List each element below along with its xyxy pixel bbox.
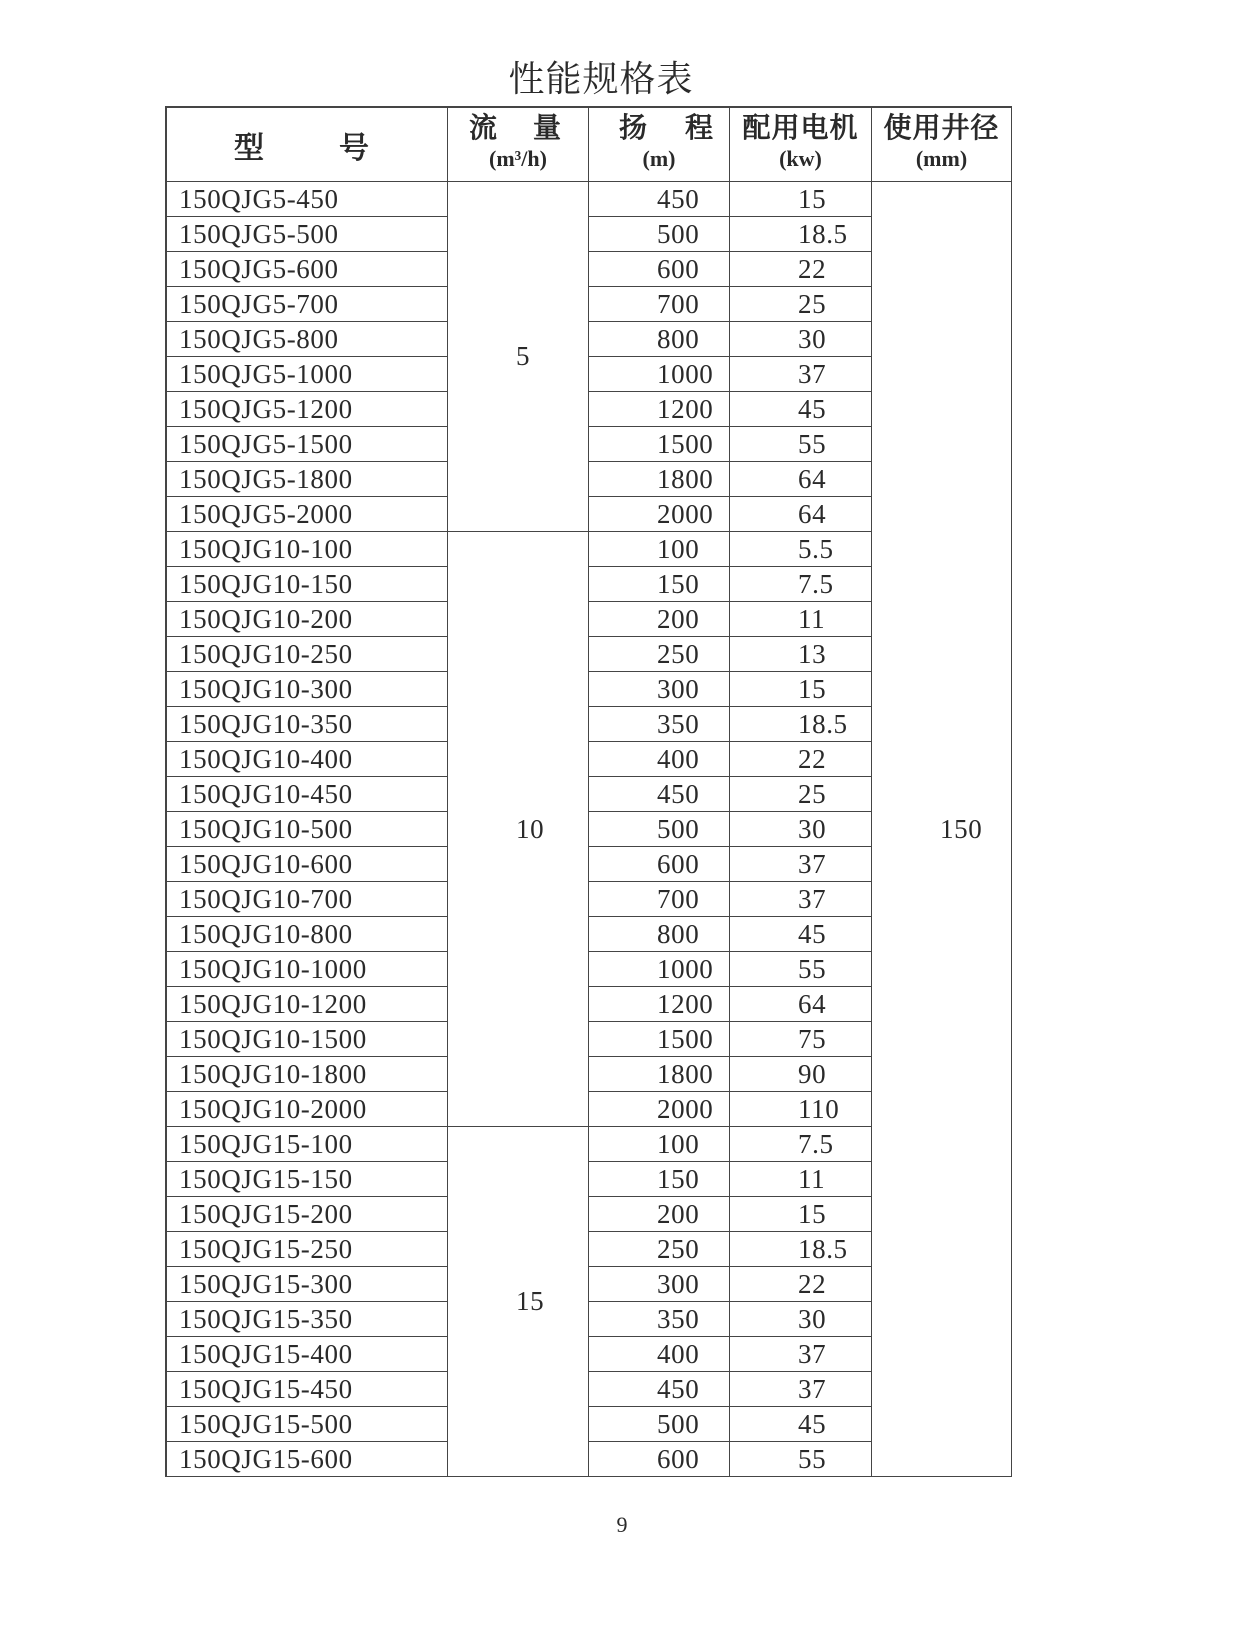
power-cell: 11 — [730, 602, 872, 637]
power-cell: 15 — [730, 672, 872, 707]
model-cell: 150QJG5-1500 — [167, 427, 448, 462]
model-cell: 150QJG10-800 — [167, 917, 448, 952]
model-cell: 150QJG10-2000 — [167, 1092, 448, 1127]
head-cell: 150 — [589, 567, 730, 602]
power-cell: 37 — [730, 1372, 872, 1407]
power-cell: 7.5 — [730, 1127, 872, 1162]
header-well-unit: (mm) — [915, 146, 968, 171]
head-cell: 1500 — [589, 1022, 730, 1057]
model-cell: 150QJG10-450 — [167, 777, 448, 812]
power-cell: 30 — [730, 812, 872, 847]
power-cell: 37 — [730, 1337, 872, 1372]
spec-table — [165, 106, 1012, 1477]
head-cell: 200 — [589, 1197, 730, 1232]
power-cell: 37 — [730, 847, 872, 882]
power-cell: 37 — [730, 882, 872, 917]
power-cell: 55 — [730, 952, 872, 987]
head-cell: 600 — [589, 1442, 730, 1477]
header-well-label: 使用井径 — [883, 111, 1000, 144]
header-flow-char: 量 — [532, 111, 561, 144]
power-cell: 64 — [730, 987, 872, 1022]
power-cell: 64 — [730, 462, 872, 497]
model-cell: 150QJG15-200 — [167, 1197, 448, 1232]
head-cell: 150 — [589, 1162, 730, 1197]
head-cell: 1800 — [589, 462, 730, 497]
head-cell: 700 — [589, 882, 730, 917]
head-cell: 2000 — [589, 1092, 730, 1127]
model-cell: 150QJG10-300 — [167, 672, 448, 707]
power-cell: 45 — [730, 1407, 872, 1442]
model-cell: 150QJG10-1800 — [167, 1057, 448, 1092]
page-title: 性能规格表 — [508, 59, 694, 100]
model-cell: 150QJG15-100 — [167, 1127, 448, 1162]
power-cell: 15 — [730, 182, 872, 217]
power-cell: 110 — [730, 1092, 872, 1127]
power-cell: 18.5 — [730, 217, 872, 252]
model-cell: 150QJG10-200 — [167, 602, 448, 637]
model-cell: 150QJG15-300 — [167, 1267, 448, 1302]
head-cell: 350 — [589, 707, 730, 742]
well-diameter-cell: 150 — [872, 182, 1012, 1477]
head-cell: 450 — [589, 777, 730, 812]
header-model-char: 型 — [234, 130, 264, 166]
header-well — [872, 108, 1012, 182]
power-cell: 55 — [730, 1442, 872, 1477]
head-cell: 1800 — [589, 1057, 730, 1092]
model-cell: 150QJG5-800 — [167, 322, 448, 357]
head-cell: 500 — [589, 1407, 730, 1442]
header-flow-char: 流 — [469, 111, 498, 144]
head-cell: 1000 — [589, 357, 730, 392]
header-model-char: 号 — [339, 130, 369, 166]
head-cell: 600 — [589, 847, 730, 882]
head-cell: 800 — [589, 322, 730, 357]
model-cell: 150QJG10-350 — [167, 707, 448, 742]
header-head-char: 程 — [684, 111, 713, 144]
head-cell: 800 — [589, 917, 730, 952]
head-cell: 300 — [589, 672, 730, 707]
power-cell: 30 — [730, 1302, 872, 1337]
model-cell: 150QJG15-250 — [167, 1232, 448, 1267]
header-flow — [448, 108, 589, 182]
power-cell: 18.5 — [730, 1232, 872, 1267]
power-cell: 25 — [730, 777, 872, 812]
power-cell: 22 — [730, 742, 872, 777]
model-cell: 150QJG10-1000 — [167, 952, 448, 987]
head-cell: 250 — [589, 1232, 730, 1267]
power-cell: 15 — [730, 1197, 872, 1232]
model-cell: 150QJG5-450 — [167, 182, 448, 217]
model-cell: 150QJG10-700 — [167, 882, 448, 917]
head-cell: 600 — [589, 252, 730, 287]
power-cell: 90 — [730, 1057, 872, 1092]
model-cell: 150QJG15-150 — [167, 1162, 448, 1197]
model-cell: 150QJG10-500 — [167, 812, 448, 847]
model-cell: 150QJG10-100 — [167, 532, 448, 567]
flow-cell: 5 — [448, 182, 589, 532]
head-cell: 450 — [589, 1372, 730, 1407]
model-cell: 150QJG15-500 — [167, 1407, 448, 1442]
head-cell: 500 — [589, 812, 730, 847]
power-cell: 37 — [730, 357, 872, 392]
header-flow-unit: (m³/h) — [489, 146, 547, 171]
model-cell: 150QJG15-600 — [167, 1442, 448, 1477]
power-cell: 18.5 — [730, 707, 872, 742]
header-head-char: 扬 — [619, 111, 648, 144]
head-cell: 500 — [589, 217, 730, 252]
head-cell: 400 — [589, 742, 730, 777]
header-head — [589, 108, 730, 182]
model-cell: 150QJG5-1800 — [167, 462, 448, 497]
model-cell: 150QJG15-450 — [167, 1372, 448, 1407]
flow-cell: 15 — [448, 1127, 589, 1477]
power-cell: 75 — [730, 1022, 872, 1057]
power-cell: 55 — [730, 427, 872, 462]
head-cell: 250 — [589, 637, 730, 672]
header-head-unit: (m) — [642, 146, 676, 171]
power-cell: 45 — [730, 917, 872, 952]
power-cell: 30 — [730, 322, 872, 357]
power-cell: 25 — [730, 287, 872, 322]
power-cell: 45 — [730, 392, 872, 427]
model-cell: 150QJG5-500 — [167, 217, 448, 252]
power-cell: 22 — [730, 252, 872, 287]
model-cell: 150QJG5-600 — [167, 252, 448, 287]
power-cell: 7.5 — [730, 567, 872, 602]
model-cell: 150QJG10-400 — [167, 742, 448, 777]
model-cell: 150QJG5-1200 — [167, 392, 448, 427]
model-cell: 150QJG5-2000 — [167, 497, 448, 532]
flow-cell: 10 — [448, 532, 589, 1127]
model-cell: 150QJG5-1000 — [167, 357, 448, 392]
header-power-label: 配用电机 — [742, 111, 859, 144]
model-cell: 150QJG5-700 — [167, 287, 448, 322]
head-cell: 1500 — [589, 427, 730, 462]
page-number: 9 — [616, 1512, 628, 1537]
model-cell: 150QJG10-600 — [167, 847, 448, 882]
power-cell: 64 — [730, 497, 872, 532]
header-flow-label — [448, 111, 588, 145]
head-cell: 350 — [589, 1302, 730, 1337]
head-cell: 450 — [589, 182, 730, 217]
head-cell: 700 — [589, 287, 730, 322]
head-cell: 400 — [589, 1337, 730, 1372]
head-cell: 2000 — [589, 497, 730, 532]
model-cell: 150QJG10-250 — [167, 637, 448, 672]
model-cell: 150QJG15-350 — [167, 1302, 448, 1337]
header-power-unit: (kw) — [779, 146, 822, 171]
power-cell: 13 — [730, 637, 872, 672]
head-cell: 300 — [589, 1267, 730, 1302]
head-cell: 100 — [589, 1127, 730, 1162]
power-cell: 22 — [730, 1267, 872, 1302]
header-model — [167, 108, 448, 182]
model-cell: 150QJG10-150 — [167, 567, 448, 602]
head-cell: 1200 — [589, 392, 730, 427]
model-cell: 150QJG10-1500 — [167, 1022, 448, 1057]
head-cell: 200 — [589, 602, 730, 637]
header-head-label — [589, 111, 729, 145]
power-cell: 11 — [730, 1162, 872, 1197]
model-cell: 150QJG15-400 — [167, 1337, 448, 1372]
head-cell: 1000 — [589, 952, 730, 987]
head-cell: 100 — [589, 532, 730, 567]
power-cell: 5.5 — [730, 532, 872, 567]
header-power — [730, 108, 872, 182]
head-cell: 1200 — [589, 987, 730, 1022]
model-cell: 150QJG10-1200 — [167, 987, 448, 1022]
